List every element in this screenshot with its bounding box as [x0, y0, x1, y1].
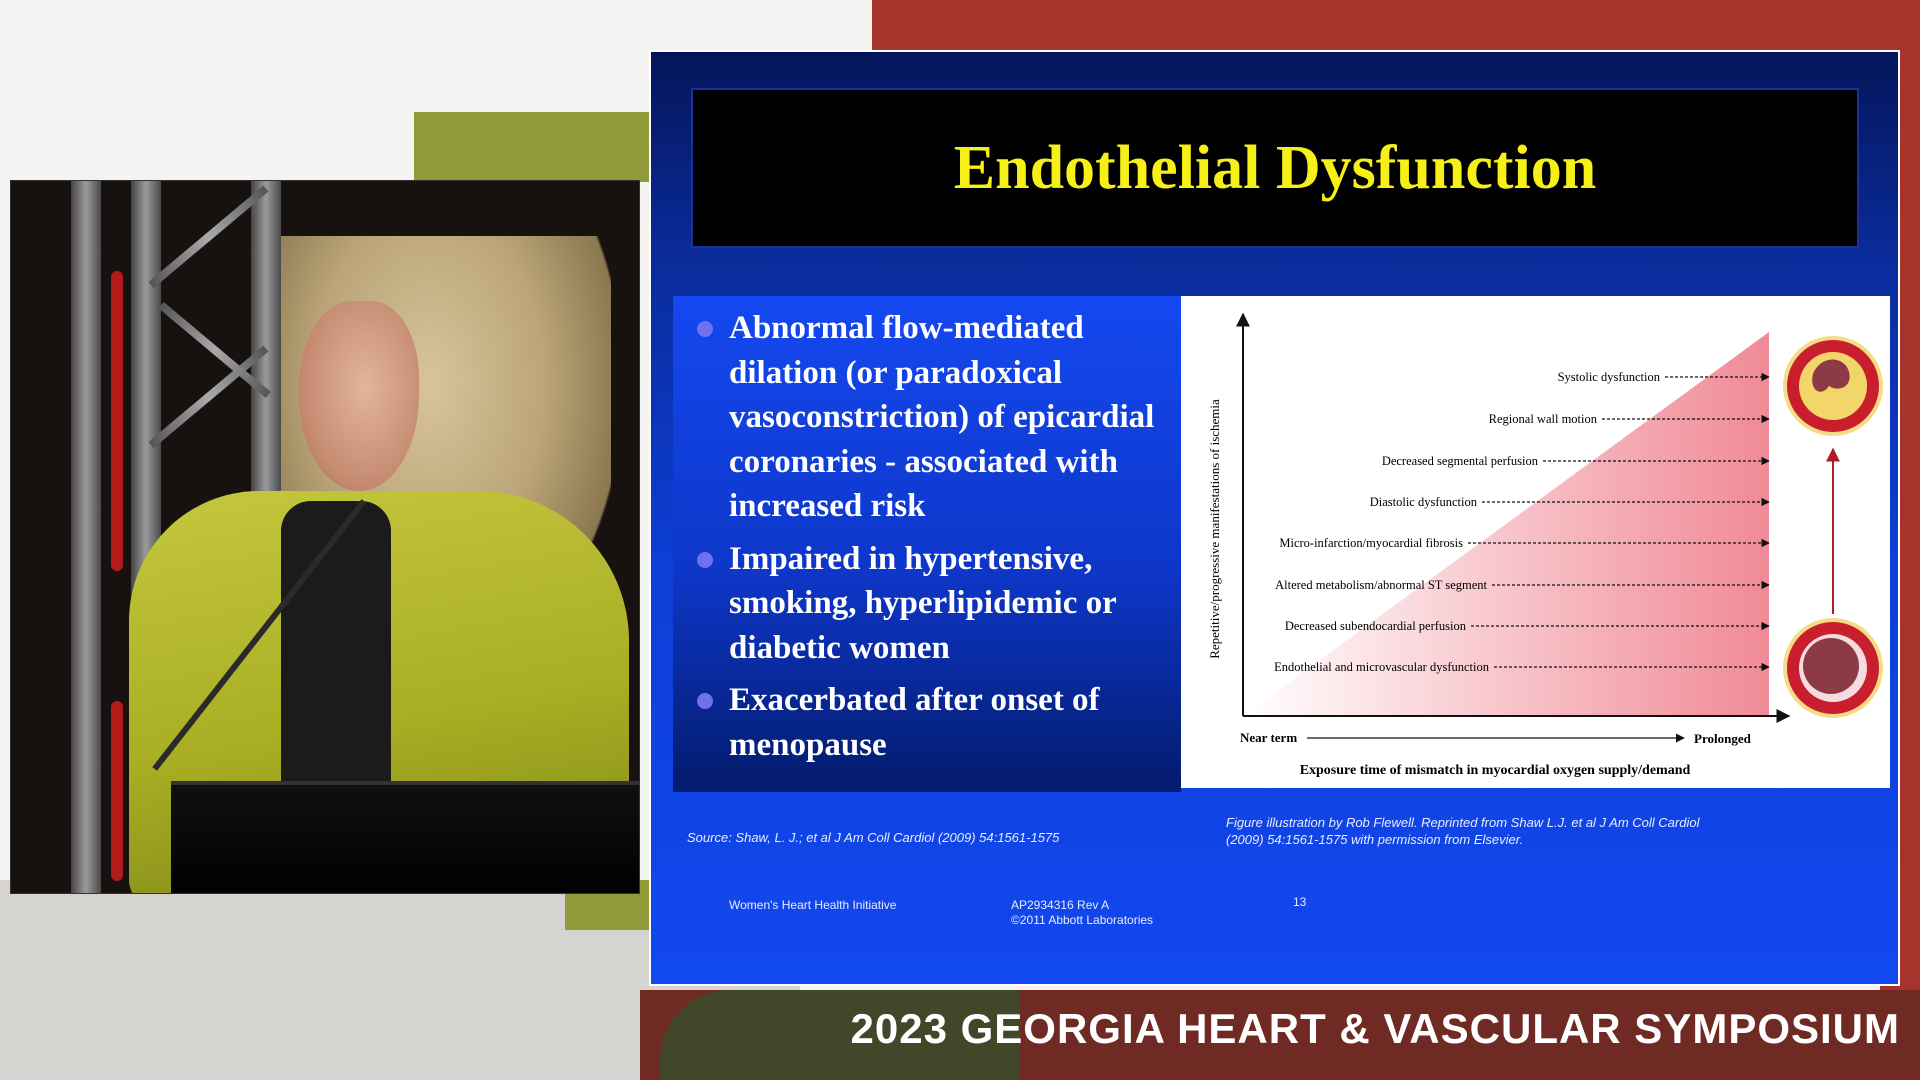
stage-light	[111, 271, 123, 571]
cascade-label: Diastolic dysfunction	[1369, 495, 1477, 509]
figure-credit-line: Figure illustration by Rob Flewell. Reprinted from Shaw L.J. et al J Am Coll Cardiol	[1226, 815, 1700, 830]
artery-normal-icon	[1783, 618, 1883, 718]
event-banner-title: 2023 GEORGIA HEART & VASCULAR SYMPOSIUM	[850, 1005, 1900, 1052]
figure-diagram	[1181, 296, 1890, 788]
bullet-dot-icon	[697, 693, 713, 709]
podium	[171, 781, 640, 894]
footer-initiative: Women's Heart Health Initiative	[729, 898, 897, 912]
progression-wedge	[1243, 332, 1769, 716]
bullet-dot-icon	[697, 552, 713, 568]
x-start-label: Near term	[1240, 730, 1298, 745]
slide-page-number: 13	[1293, 895, 1307, 909]
x-axis-label: Exposure time of mismatch in myocardial oxygen supply/demand	[1299, 763, 1691, 778]
presentation-slide	[649, 50, 1900, 986]
cascade-label: Decreased subendocardial perfusion	[1284, 619, 1466, 633]
bullet-text: Abnormal flow-mediated dilation (or paradoxical vasoconstriction) of epicardial coronaries - associated with increased risk	[729, 310, 1155, 524]
ischemia-cascade-figure	[1181, 296, 1890, 788]
slide-title: Endothelial Dysfunction	[953, 133, 1597, 202]
stage-truss	[71, 181, 101, 893]
y-axis-label: Repetitive/progressive manifestations of ischemia	[1207, 399, 1222, 659]
cascade-label: Regional wall motion	[1488, 412, 1597, 426]
figure-credit-line: (2009) 54:1561-1575 with permission from Elsevier.	[1226, 832, 1524, 847]
cascade-label: Altered metabolism/abnormal ST segment	[1275, 578, 1487, 592]
speaker-face	[299, 301, 419, 491]
footer-code: AP2934316 Rev A	[1011, 898, 1110, 912]
artery-narrowed-icon	[1783, 336, 1883, 436]
bullet-item	[687, 678, 1167, 767]
x-end-label: Prolonged	[1694, 731, 1751, 746]
slide-title-box	[691, 88, 1859, 248]
bullet-item	[687, 537, 1167, 671]
footer-copyright: ©2011 Abbott Laboratories	[1011, 913, 1154, 927]
bullet-text: Impaired in hypertensive, smoking, hyperlipidemic or diabetic women	[729, 540, 1117, 666]
bullet-dot-icon	[697, 321, 713, 337]
cascade-label: Micro-infarction/myocardial fibrosis	[1279, 536, 1463, 550]
background-olive-bar	[414, 112, 650, 182]
bullet-text: Exacerbated after onset of menopause	[729, 682, 1100, 763]
cascade-label: Decreased segmental perfusion	[1381, 454, 1538, 468]
cascade-label: Endothelial and microvascular dysfunction	[1274, 660, 1489, 674]
slide-source: Source: Shaw, L. J.; et al J Am Coll Cardiol (2009) 54:1561-1575	[687, 830, 1060, 845]
stage-light	[111, 701, 123, 881]
figure-credit	[1226, 814, 1786, 848]
bullet-list	[673, 296, 1181, 792]
cascade-label: Systolic dysfunction	[1557, 370, 1660, 384]
bullet-item	[687, 306, 1167, 529]
speaker-video	[10, 180, 640, 894]
footer-document-code	[1011, 898, 1153, 928]
